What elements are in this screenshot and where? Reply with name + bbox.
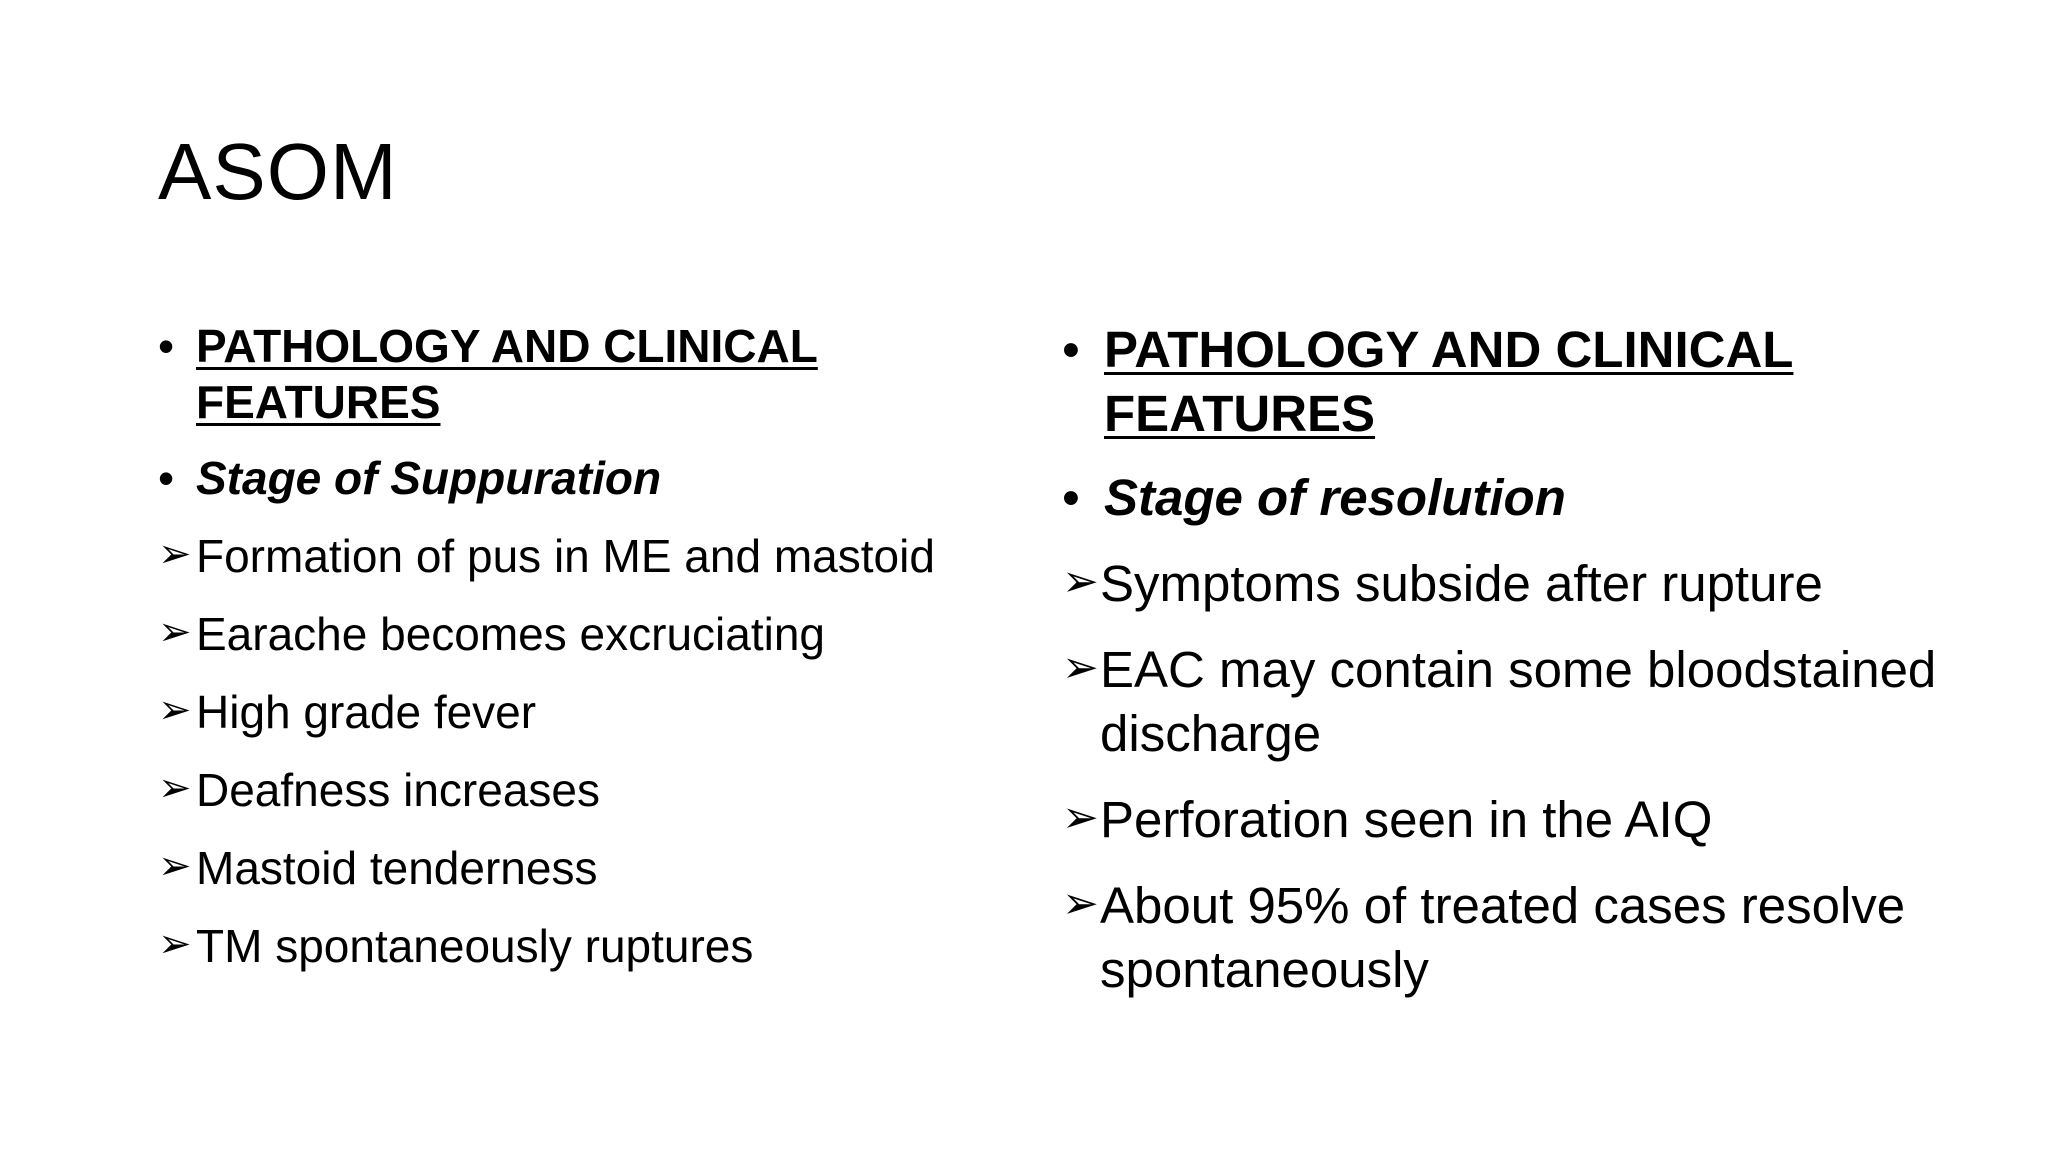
arrow-bullet-icon: ➢ (158, 766, 192, 810)
list-item-text: Symptoms subside after rupture (1100, 555, 1823, 612)
arrow-bullet-icon: ➢ (1062, 879, 1099, 928)
list-item (158, 684, 1038, 740)
bullet-icon: • (158, 320, 175, 372)
list-item (158, 840, 1038, 896)
list-item-text: EAC may contain some bloodstained discharge (1100, 641, 1937, 762)
left-stage-item (158, 450, 1038, 506)
list-item (1062, 638, 1992, 766)
list-item (158, 918, 1038, 974)
list-item-text: TM spontaneously ruptures (196, 920, 754, 972)
arrow-bullet-icon: ➢ (158, 922, 192, 966)
arrow-bullet-icon: ➢ (158, 688, 192, 732)
list-item (158, 762, 1038, 818)
left-heading-item (158, 318, 1038, 430)
right-heading-item (1062, 318, 1992, 446)
list-item (1062, 874, 1992, 1002)
list-item (158, 528, 1038, 584)
list-item-text: Mastoid tenderness (196, 842, 598, 894)
list-item-text: Formation of pus in ME and mastoid (196, 530, 935, 582)
list-item (1062, 788, 1992, 852)
bullet-icon: • (158, 452, 175, 504)
right-heading: PATHOLOGY AND CLINICAL FEATURES (1104, 321, 1794, 442)
list-item-text: Deafness increases (196, 764, 600, 816)
list-item-text: Perforation seen in the AIQ (1100, 791, 1713, 848)
arrow-bullet-icon: ➢ (1062, 643, 1099, 692)
left-heading: PATHOLOGY AND CLINICAL FEATURES (196, 320, 818, 428)
arrow-bullet-icon: ➢ (1062, 793, 1099, 842)
arrow-bullet-icon: ➢ (1062, 557, 1099, 606)
right-column (1062, 318, 1992, 1002)
arrow-bullet-icon: ➢ (158, 844, 192, 888)
arrow-bullet-icon: ➢ (158, 610, 192, 654)
list-item (158, 606, 1038, 662)
list-item-text: About 95% of treated cases resolve spontaneously (1100, 877, 1906, 998)
arrow-bullet-icon: ➢ (158, 532, 192, 576)
list-item-text: Earache becomes excruciating (196, 608, 825, 660)
list-item (1062, 552, 1992, 616)
list-item-text: High grade fever (196, 686, 537, 738)
left-stage: Stage of Suppuration (196, 452, 662, 504)
right-stage: Stage of resolution (1104, 469, 1566, 526)
slide-title: ASOM (158, 127, 398, 216)
left-column (158, 318, 1038, 974)
bullet-icon: • (1062, 469, 1080, 526)
right-stage-item (1062, 466, 1992, 530)
bullet-icon: • (1062, 321, 1080, 378)
